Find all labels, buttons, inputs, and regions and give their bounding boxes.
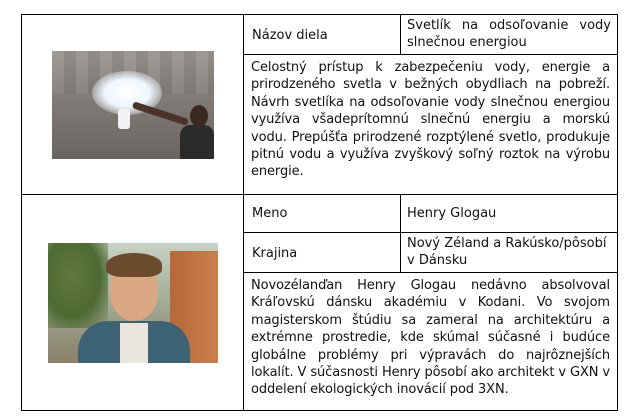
work-photo-cell <box>22 15 244 195</box>
work-title-value: Svetlík na odsoľovanie vody slnečnou energiou <box>401 15 618 55</box>
author-country-label: Krajina <box>244 233 401 273</box>
author-name-value: Henry Glogau <box>401 195 618 233</box>
work-description: Celostný prístup k zabezpečeniu vody, energie a prirodzeného svetla v bežných obydliach na pobreží. Návrh svetlíka na odsoľovanie vody slnečnou energiou využíva všadeprítomnú slnečnú energiu a morskú vodu. Prepúšťa prirodzené rozptýlené svetlo, produkuje pitnú vodu a využíva zvyškový soľný roztok na výrobu energie. <box>244 55 618 195</box>
author-country-value: Nový Zéland a Rakúsko/pôsobí v Dánsku <box>401 233 618 273</box>
author-portrait <box>48 243 218 363</box>
author-photo-cell <box>22 195 244 411</box>
info-table <box>21 14 618 411</box>
author-name-label: Meno <box>244 195 401 233</box>
author-bio: Novozélanďan Henry Glogau nedávno absolvoval Kráľovskú dánsku akadémiu v Kodani. Vo svojom magisterskom štúdiu sa zameral na architektúru a extrémne prostredie, kde skúmal súčasné i budúce globálne problémy pri výpravách do najrôznejších lokalít. V súčasnosti Henry pôsobí ako architekt v GXN v oddelení ekologických inovácií pod 3XN. <box>244 273 618 411</box>
work-title-label: Názov diela <box>244 15 401 55</box>
skylight-photo <box>52 51 214 159</box>
